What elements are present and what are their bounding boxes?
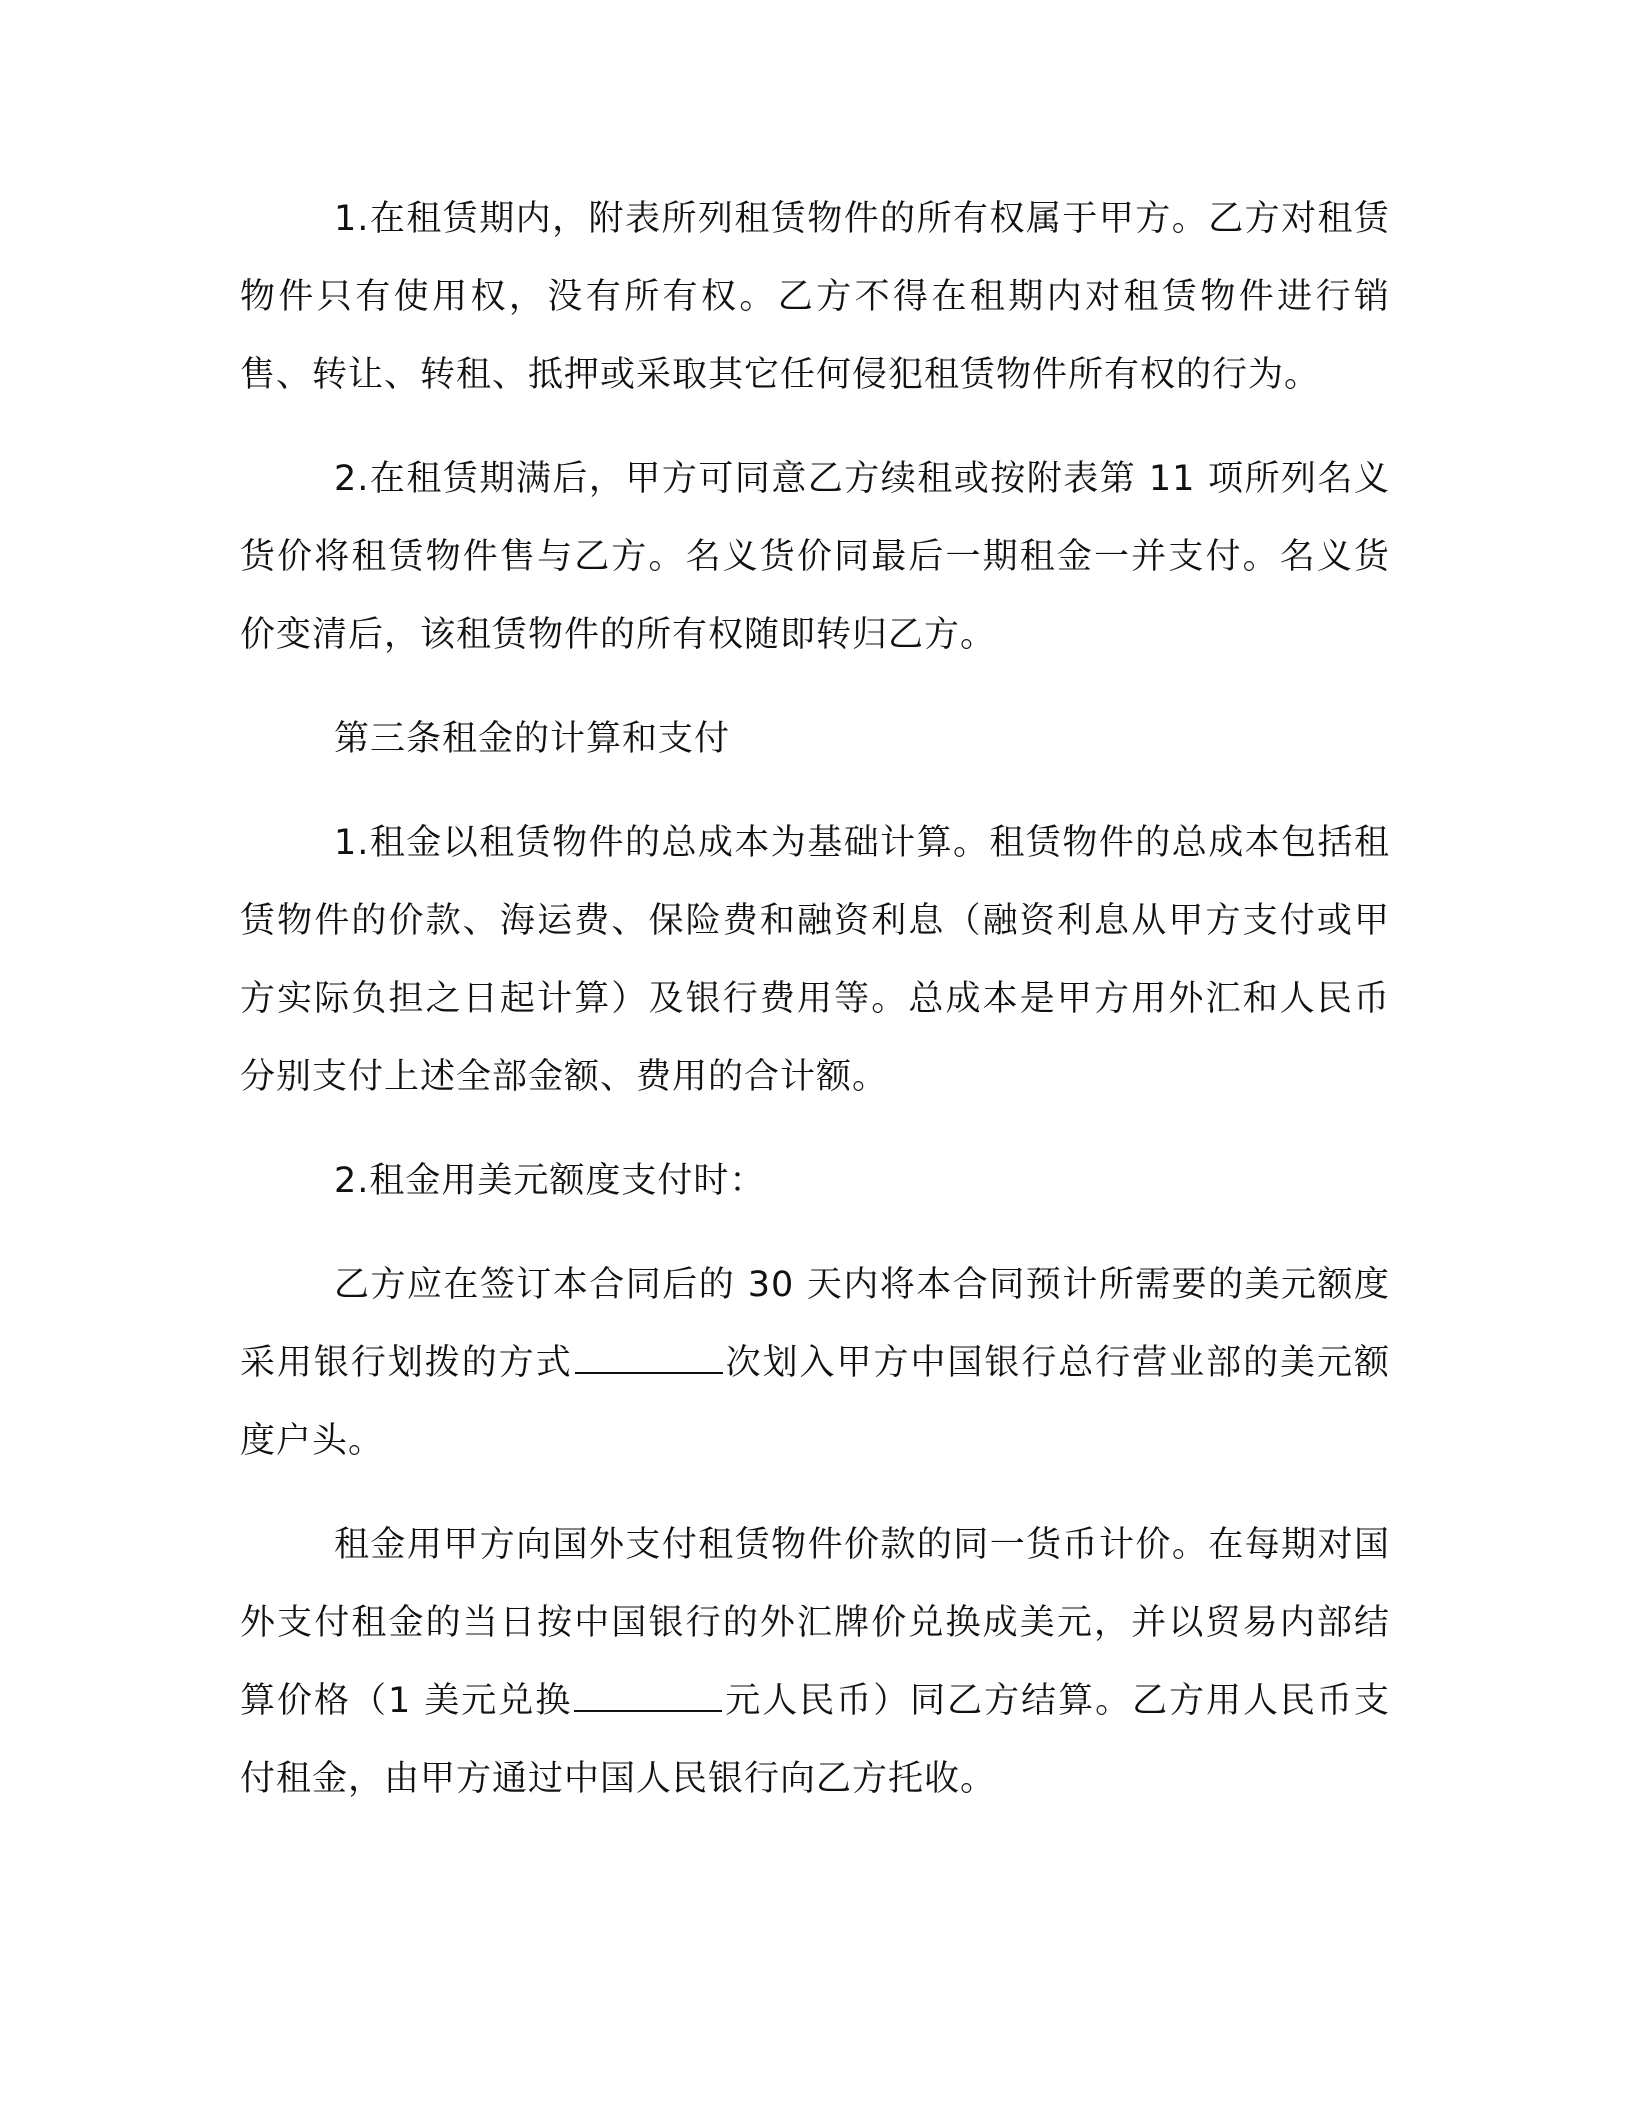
- blank-installments: [575, 1332, 723, 1374]
- paragraph-currency-after: 元人民币）同乙方结算。乙方用人民币支付租金，由甲方通过中国人民银行向乙方托收。: [240, 1681, 1390, 1799]
- paragraph-usd-quota-before: 乙方应在签订本合同后的 30 天内将本合同预计所需要的美元额度采用银行划拨的方式: [240, 1265, 1390, 1383]
- section-heading-article-3: 第三条租金的计算和支付: [334, 719, 731, 759]
- paragraph-rent-calculation: 1.租金以租赁物件的总成本为基础计算。租赁物件的总成本包括租赁物件的价款、海运费、保险费和融资利息（融资利息从甲方支付或甲方实际负担之日起计算）及银行费用等。总成本是甲方用外汇和人民币分别支付上述全部金额、费用的合计额。: [240, 823, 1390, 1097]
- paragraph-ownership: 1.在租赁期内，附表所列租赁物件的所有权属于甲方。乙方对租赁物件只有使用权，没有所有权。乙方不得在租期内对租赁物件进行销售、转让、转租、抵押或采取其它任何侵犯租赁物件所有权的行为。: [240, 199, 1390, 395]
- paragraph-usd-quota: [240, 1246, 1390, 1480]
- blank-exchange-rate: [574, 1670, 722, 1712]
- paragraph-usd-payment: 2.租金用美元额度支付时：: [334, 1161, 766, 1201]
- document-body: [240, 180, 1390, 1844]
- paragraph-currency-pricing: [240, 1506, 1390, 1818]
- paragraph-usd-quota-after: 次划入甲方中国银行总行营业部的美元额度户头。: [240, 1343, 1390, 1461]
- paragraph-currency-before: 租金用甲方向国外支付租赁物件价款的同一货币计价。在每期对国外支付租金的当日按中国银行的外汇牌价兑换成美元，并以贸易内部结算价格（1 美元兑换: [240, 1525, 1390, 1721]
- paragraph-lease-expiry: 2.在租赁期满后，甲方可同意乙方续租或按附表第 11 项所列名义货价将租赁物件售与乙方。名义货价同最后一期租金一并支付。名义货价变清后，该租赁物件的所有权随即转归乙方。: [240, 459, 1390, 655]
